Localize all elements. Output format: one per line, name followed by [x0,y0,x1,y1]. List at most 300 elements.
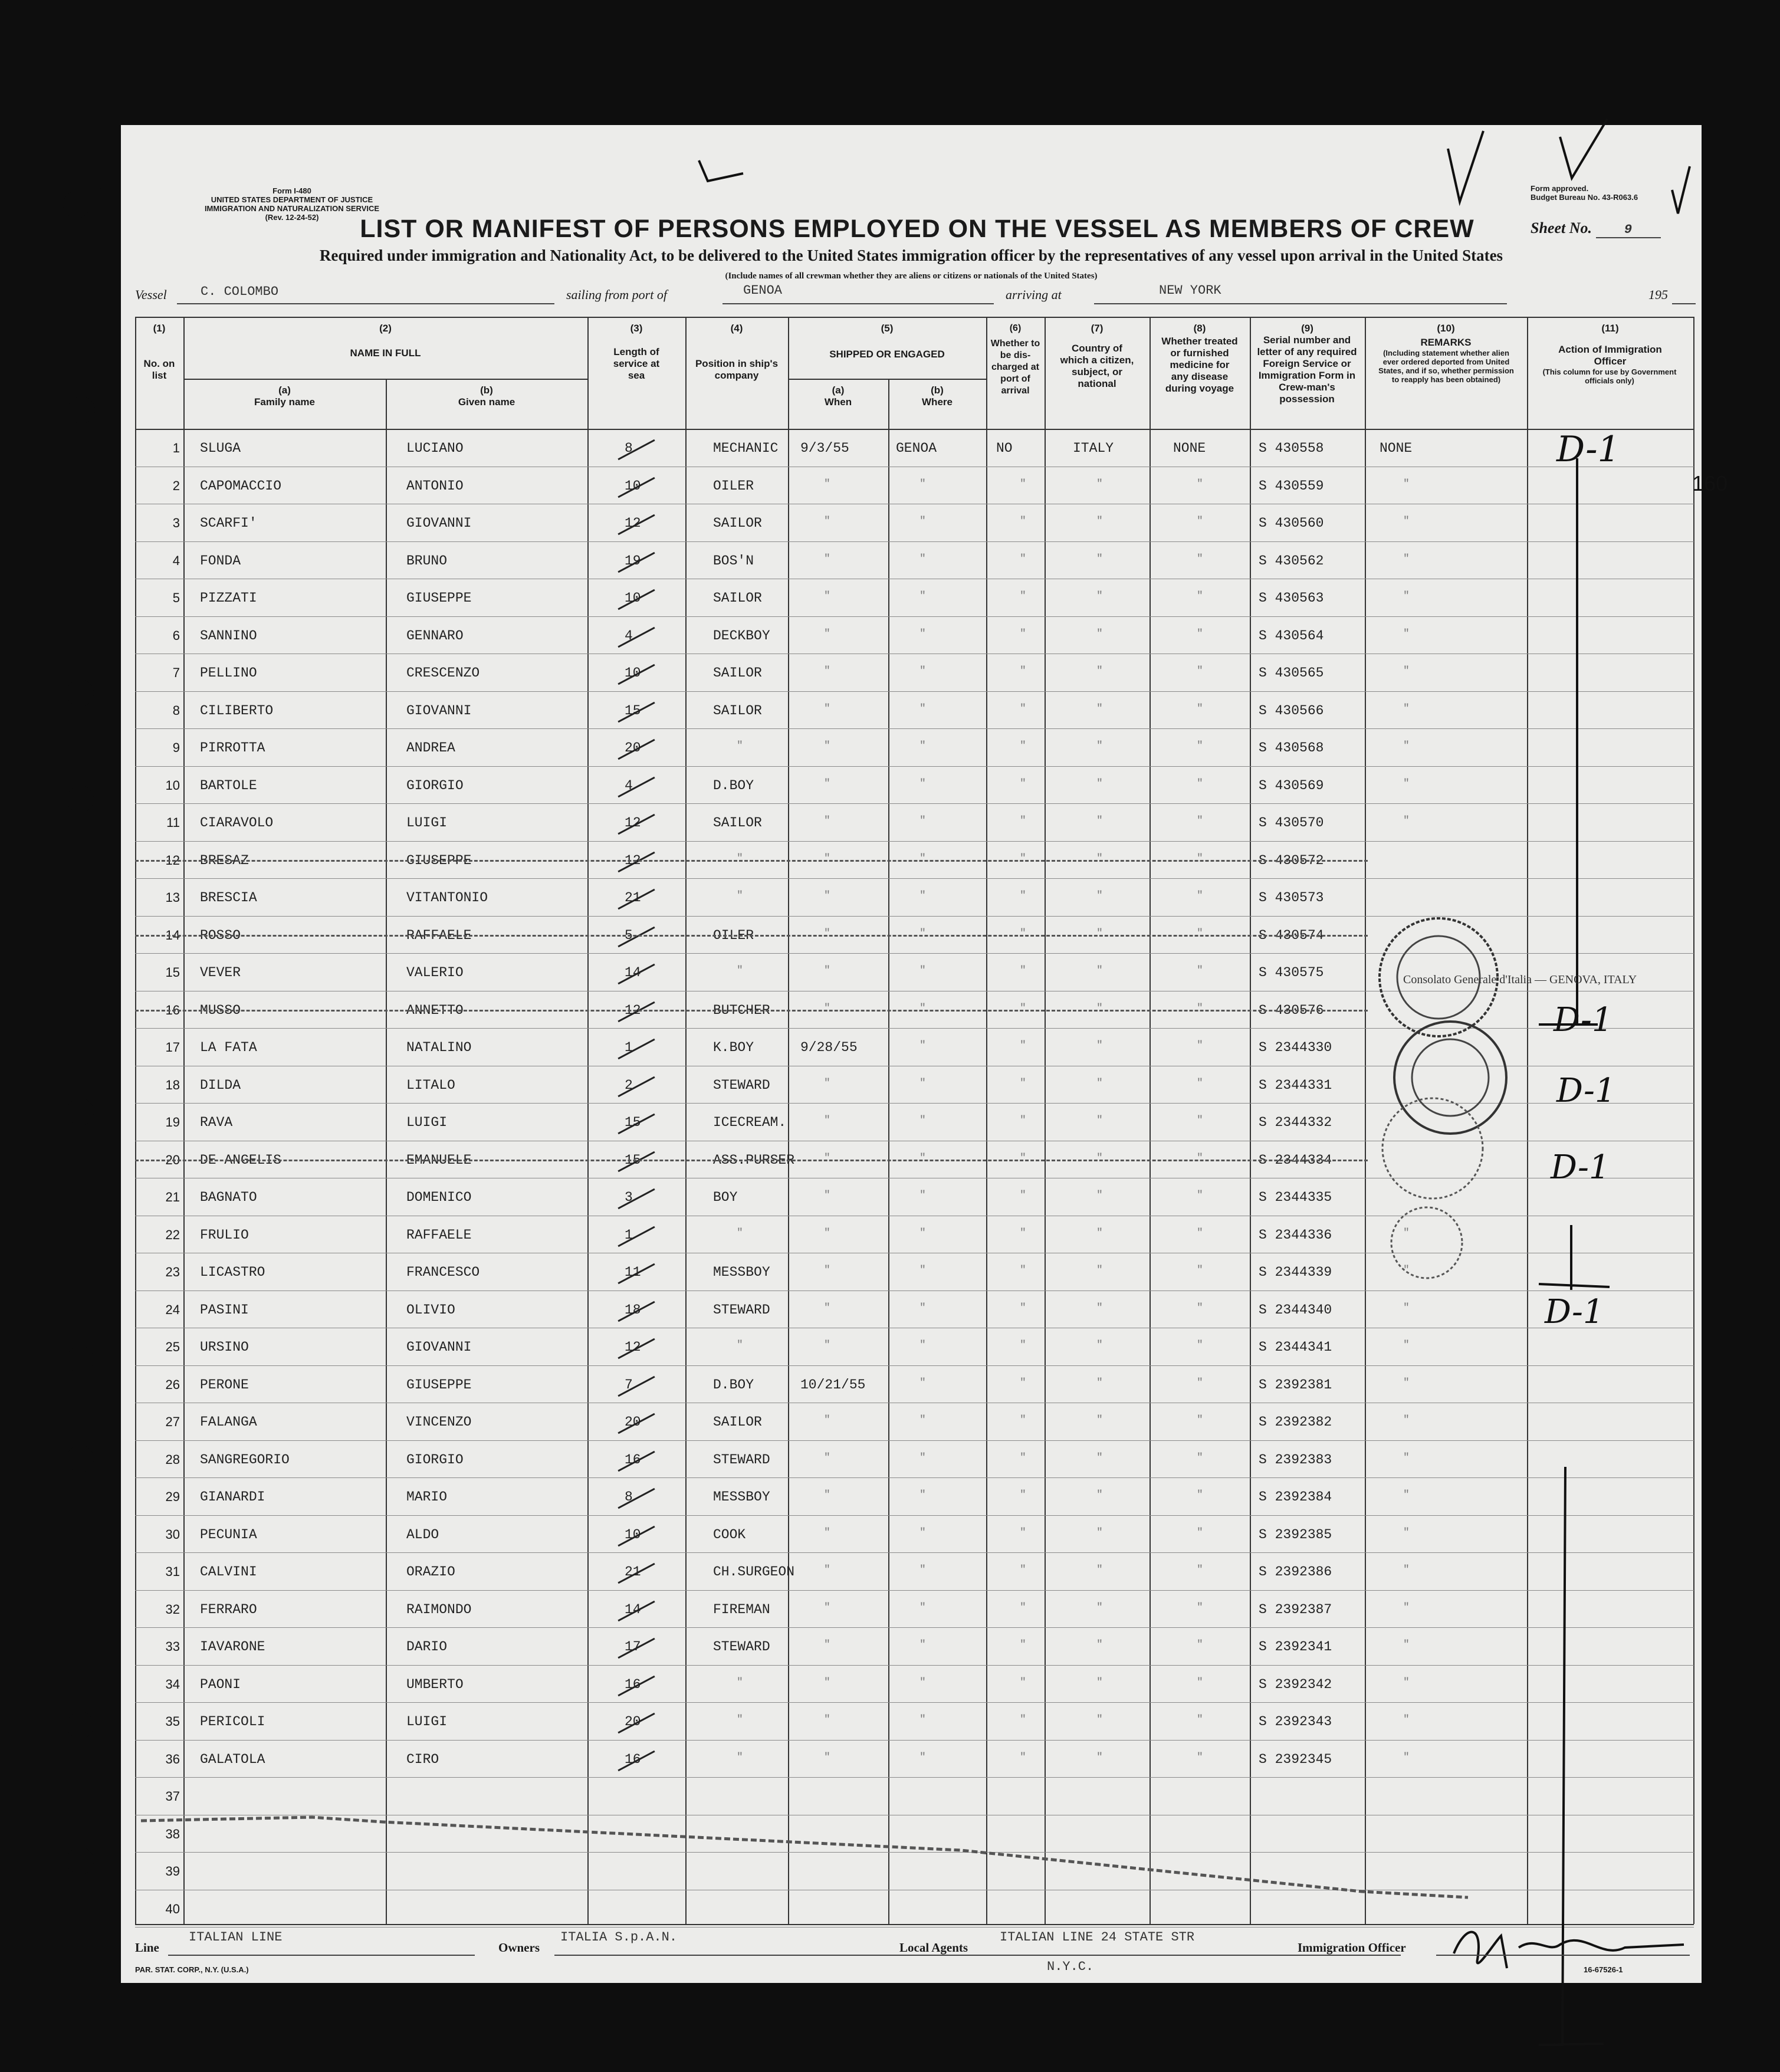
budget-bureau-no: Budget Bureau No. 43-R063.6 [1531,193,1638,202]
family-name: PIZZATI [200,590,257,606]
discharged: " [1020,702,1026,715]
country: " [1096,1115,1103,1127]
position: MESSBOY [713,1265,770,1280]
treated: " [1197,1526,1203,1539]
service-years: 5 [625,927,633,943]
row-number: 26 [165,1377,180,1392]
shipped-when: " [824,515,830,527]
discharged: " [1020,1040,1026,1052]
strike-through-line [135,1160,1368,1161]
family-name: SLUGA [200,441,241,456]
country: " [1096,1265,1103,1276]
department-name: UNITED STATES DEPARTMENT OF JUSTICE [211,195,373,204]
shipped-where: " [919,815,926,827]
shipped-where: " [919,1377,926,1389]
punch-hole [67,1445,94,1472]
row-number: 9 [172,740,180,755]
service-years: 7 [625,1377,633,1393]
treated: " [1197,1040,1203,1052]
service-years: 14 [625,1601,641,1617]
treated: " [1197,927,1203,940]
shipped-where: " [919,1339,926,1351]
shipped-when: " [824,777,830,790]
family-name: BARTOLE [200,777,257,793]
discharged: " [1020,1639,1026,1651]
discharged: " [1020,628,1026,640]
remarks: " [1403,1714,1410,1726]
given-name: VALERIO [406,965,464,980]
shipped-where: " [919,927,926,940]
family-name: BRESCIA [200,890,257,905]
treated: " [1197,1414,1203,1426]
serial-number: S 2392343 [1259,1714,1332,1729]
country: ITALY [1073,441,1114,456]
shipped-where: " [919,965,926,977]
shipped-when: " [824,890,830,902]
service-tally-mark [618,439,655,461]
row-number: 22 [165,1227,180,1242]
serial-number: S 2344334 [1259,1152,1332,1168]
table-row [135,841,1694,879]
action-mark-d3: D-1 [1556,1072,1616,1110]
col-shipped-header: (5) SHIPPED OR ENGAGED [829,323,945,360]
shipped-where: " [919,1115,926,1127]
table-row [135,1552,1694,1591]
position: SAILOR [713,665,762,681]
position: ASS.PURSER [713,1152,795,1168]
table-row [135,803,1694,842]
shipped-where: " [919,665,926,677]
shipped-where: " [919,628,926,640]
country: " [1096,1040,1103,1052]
given-name: FRANCESCO [406,1265,480,1280]
row-number: 18 [165,1077,180,1092]
discharged: " [1020,478,1026,490]
shipped-where: " [919,1227,926,1239]
punch-hole [67,1346,94,1373]
given-name: GIUSEPPE [406,590,472,606]
action-mark-d4: D-1 [1551,1148,1610,1187]
treated: " [1197,815,1203,827]
country: " [1096,515,1103,527]
serial-number: S 2344339 [1259,1265,1332,1280]
discharged: " [1020,1002,1026,1014]
remarks: " [1403,815,1410,827]
shipped-when: " [824,478,830,490]
treated: " [1197,1676,1203,1689]
port-of-arrival: NEW YORK [1159,283,1221,298]
service-tally-mark [618,626,655,648]
shipped-where: " [919,1265,926,1276]
row-number: 1 [172,441,180,455]
country: " [1096,478,1103,490]
row-number: 29 [165,1489,180,1504]
owners-name: ITALIA S.p.A.N. [560,1930,678,1945]
service-years: 10 [625,590,641,606]
given-name: GENNARO [406,628,464,643]
remarks: " [1403,1339,1410,1351]
serial-number: S 2392382 [1259,1414,1332,1430]
line-label: Line [135,1940,159,1955]
family-name: CAPOMACCIO [200,478,282,494]
col-remarks-header: (10) REMARKS (Including statement whether alien ever ordered deported from United States, and if so, whether permission to reapply has been obtained) [1378,323,1514,384]
given-name: ANDREA [406,740,455,756]
remarks: " [1403,1452,1410,1464]
shipped-where: " [919,1002,926,1014]
serial-number: S 2344332 [1259,1115,1332,1130]
punch-hole [67,786,94,813]
row-number: 7 [172,665,180,680]
shipped-where: " [919,1526,926,1539]
serial-number: S 430575 [1259,965,1324,980]
service-years: 11 [625,1265,641,1280]
service-years: 4 [625,628,633,643]
serial-number: S 430566 [1259,702,1324,718]
service-years: 17 [625,1639,641,1654]
punch-hole [67,1712,94,1739]
family-name: DILDA [200,1077,241,1093]
family-name: PIRROTTA [200,740,265,756]
discharged: " [1020,1302,1026,1314]
shipped-where: " [919,852,926,865]
given-name: GIORGIO [406,1452,464,1467]
service-years: 3 [625,1190,633,1205]
position: " [737,852,743,865]
treated: " [1197,1077,1203,1089]
serial-number: S 2392386 [1259,1564,1332,1580]
remarks: " [1403,1414,1410,1426]
shipped-where: " [919,1564,926,1576]
shipped-where: " [919,1452,926,1464]
row-number: 5 [172,590,180,605]
row-number: 30 [165,1526,180,1542]
form-number: Form I-480 [272,186,311,195]
given-name: CRESCENZO [406,665,480,681]
country: " [1096,1377,1103,1389]
service-years: 16 [625,1676,641,1692]
family-name: BRESAZ [200,852,249,868]
treated: " [1197,702,1203,715]
crew-table [135,317,1728,1936]
country: " [1096,1227,1103,1239]
given-name: ANTONIO [406,478,464,494]
country: " [1096,553,1103,565]
row-number: 27 [165,1414,180,1429]
form-title: LIST OR MANIFEST OF PERSONS EMPLOYED ON THE VESSEL AS MEMBERS OF CREW [360,215,1474,243]
strike-through-line [135,1010,1368,1012]
shipped-where: " [919,777,926,790]
shipped-when: " [824,1265,830,1276]
agents-city: N.Y.C. [1047,1959,1094,1974]
row-number: 31 [165,1564,180,1579]
treated: " [1197,777,1203,790]
shipped-when: " [824,590,830,602]
shipped-when: " [824,1452,830,1464]
position: SAILOR [713,515,762,531]
revision-date: (Rev. 12-24-52) [265,213,319,222]
serial-number: S 430569 [1259,777,1324,793]
row-number: 20 [165,1152,180,1167]
family-name: SCARFI' [200,515,257,531]
treated: " [1197,515,1203,527]
agents-name: ITALIAN LINE 24 STATE STR [1000,1930,1195,1945]
given-name: GIUSEPPE [406,1377,472,1393]
treated: " [1197,852,1203,865]
given-name: VINCENZO [406,1414,472,1430]
position: SAILOR [713,702,762,718]
given-name: LUIGI [406,1714,448,1729]
shipped-when: " [824,1714,830,1726]
position: " [737,1676,743,1689]
punch-hole [81,187,108,214]
table-row [135,1365,1694,1404]
serial-number: S 2344341 [1259,1339,1332,1355]
serial-number: S 2392345 [1259,1751,1332,1767]
discharged: " [1020,777,1026,790]
position: " [737,965,743,977]
remarks: " [1403,777,1410,790]
given-name: GIOVANNI [406,702,472,718]
service-name: IMMIGRATION AND NATURALIZATION SERVICE [204,204,380,213]
treated: " [1197,1714,1203,1726]
service-years: 20 [625,1414,641,1430]
col-discharged-header: (6) Whether to be dis-charged at port of arrival [990,323,1040,396]
serial-number: S 2392341 [1259,1639,1332,1654]
table-row [135,1440,1694,1479]
given-name: GIORGIO [406,777,464,793]
discharged: " [1020,852,1026,865]
service-years: 21 [625,1564,641,1580]
serial-number: S 2392387 [1259,1601,1332,1617]
discharged: " [1020,1152,1026,1164]
country: " [1096,1526,1103,1539]
punch-hole [67,1098,94,1125]
row-number: 4 [172,553,180,568]
treated: " [1197,1339,1203,1351]
shipped-when: " [824,1639,830,1651]
family-name: CILIBERTO [200,702,274,718]
given-name: GIOVANNI [406,515,472,531]
country: " [1096,815,1103,827]
row-number: 24 [165,1302,180,1317]
position: " [737,1751,743,1764]
row-number: 15 [165,965,180,980]
treated: " [1197,553,1203,565]
shipped-when: " [824,1414,830,1426]
treated: " [1197,628,1203,640]
serial-number: S 430570 [1259,815,1324,830]
position: BOY [713,1190,738,1205]
family-name: PASINI [200,1302,249,1318]
row-number: 6 [172,628,180,643]
service-years: 21 [625,890,641,905]
country: " [1096,1676,1103,1689]
service-years: 15 [625,1115,641,1130]
discharged: " [1020,1077,1026,1089]
remarks: " [1403,1489,1410,1501]
country: " [1096,1489,1103,1501]
treated: " [1197,740,1203,752]
shipped-when: " [824,927,830,940]
remarks: " [1403,1526,1410,1539]
discharged: " [1020,890,1026,902]
strike-through-line [135,860,1368,862]
agents-label: Local Agents [899,1940,968,1955]
strike-through-line [135,935,1368,937]
discharged: " [1020,665,1026,677]
punch-hole [86,155,113,182]
action-mark-d1: D-1 [1556,429,1620,470]
serial-number: S 430564 [1259,628,1324,643]
shipped-when: " [824,1601,830,1614]
service-years: 12 [625,852,641,868]
action-mark-d2: D-1 [1554,1001,1613,1039]
shipped-when: " [824,740,830,752]
country: " [1096,702,1103,715]
serial-number: S 430576 [1259,1002,1324,1018]
shipped-where: " [919,1152,926,1164]
service-years: 10 [625,478,641,494]
row-number: 11 [166,815,180,830]
shipped-when: 10/21/55 [800,1377,866,1393]
country: " [1096,1077,1103,1089]
row-number: 35 [165,1714,180,1729]
position: BUTCHER [713,1002,770,1018]
table-row [135,1477,1694,1516]
given-name: LITALO [406,1077,455,1093]
serial-number: S 430560 [1259,515,1324,531]
service-tally-mark [618,1188,655,1210]
table-row [135,654,1694,692]
position: MESSBOY [713,1489,770,1505]
table-row [135,1291,1694,1329]
shipped-when: 9/28/55 [800,1040,858,1055]
shipped-when: " [824,553,830,565]
family-name: PERONE [200,1377,249,1393]
family-name: IAVARONE [200,1639,265,1654]
family-name: GALATOLA [200,1751,265,1767]
shipped-where: " [919,1676,926,1689]
col-number-header: (1) No. on list [143,323,175,381]
given-name: LUCIANO [406,441,464,456]
shipped-when: " [824,665,830,677]
treated: " [1197,1002,1203,1014]
position: MECHANIC [713,441,779,456]
shipped-where: " [919,1639,926,1651]
given-name: ANNETTO [406,1002,464,1018]
service-years: 1 [625,1040,633,1055]
serial-number: S 2344340 [1259,1302,1332,1318]
serial-number: S 430562 [1259,553,1324,569]
country: " [1096,628,1103,640]
country: " [1096,1452,1103,1464]
discharged: " [1020,1564,1026,1576]
serial-number: S 2392384 [1259,1489,1332,1505]
given-name: EMANUELE [406,1152,472,1168]
treated: " [1197,1115,1203,1127]
table-row [135,1590,1694,1628]
country: " [1096,1152,1103,1164]
shipped-where: " [919,1714,926,1726]
remarks: " [1403,553,1410,565]
sailing-label: sailing from port of [566,287,667,302]
serial-number: S 2344335 [1259,1190,1332,1205]
col-service-header: (3) Length of service at sea [613,323,660,381]
service-years: 12 [625,1002,641,1018]
family-name: FALANGA [200,1414,257,1430]
shipped-when: 9/3/55 [800,441,849,456]
family-name: FONDA [200,553,241,569]
serial-number: S 430563 [1259,590,1324,606]
country: " [1096,1302,1103,1314]
position: " [737,1227,743,1239]
shipped-where: " [919,740,926,752]
service-years: 12 [625,1339,641,1355]
discharged: " [1020,1489,1026,1501]
position: K.BOY [713,1040,754,1055]
given-name: VITANTONIO [406,890,488,905]
service-years: 10 [625,1526,641,1542]
row-number: 2 [172,478,180,493]
shipped-when: " [824,1152,830,1164]
treated: " [1197,1152,1203,1164]
shipped-where: " [919,515,926,527]
given-name: GIUSEPPE [406,852,472,868]
check-marks [121,125,1702,314]
treated: " [1197,1751,1203,1764]
given-name: MARIO [406,1489,448,1505]
given-name: LUIGI [406,1115,448,1130]
remarks: " [1403,478,1410,490]
treated: " [1197,478,1203,490]
shipped-when: " [824,1676,830,1689]
service-years: 16 [625,1751,641,1767]
family-name: MUSSO [200,1002,241,1018]
family-name: CALVINI [200,1564,257,1580]
position: " [737,890,743,902]
shipped-where: " [919,478,926,490]
remarks: " [1403,1601,1410,1614]
given-name: OLIVIO [406,1302,455,1318]
treated: " [1197,1302,1203,1314]
position: STEWARD [713,1302,770,1318]
family-name: CIARAVOLO [200,815,274,830]
serial-number: S 430559 [1259,478,1324,494]
margin-number: 160 [1692,471,1728,495]
shipped-when: " [824,1190,830,1201]
sheet-number: 9 [1596,222,1661,238]
family-name: LICASTRO [200,1265,265,1280]
country: " [1096,965,1103,977]
discharged: " [1020,1751,1026,1764]
position: " [737,740,743,752]
country: " [1096,665,1103,677]
given-name: NATALINO [406,1040,472,1055]
discharged: " [1020,815,1026,827]
shipped-when: " [824,1564,830,1576]
shipped-where: " [919,702,926,715]
discharged: " [1020,1414,1026,1426]
position: OILER [713,927,754,943]
service-tally-mark [618,1375,655,1397]
given-name: DOMENICO [406,1190,472,1205]
discharged: " [1020,1714,1026,1726]
shipped-where: " [919,1040,926,1052]
discharged: " [1020,590,1026,602]
row-number: 40 [165,1901,180,1916]
shipped-where: " [919,1190,926,1201]
row-number: 17 [165,1040,180,1055]
